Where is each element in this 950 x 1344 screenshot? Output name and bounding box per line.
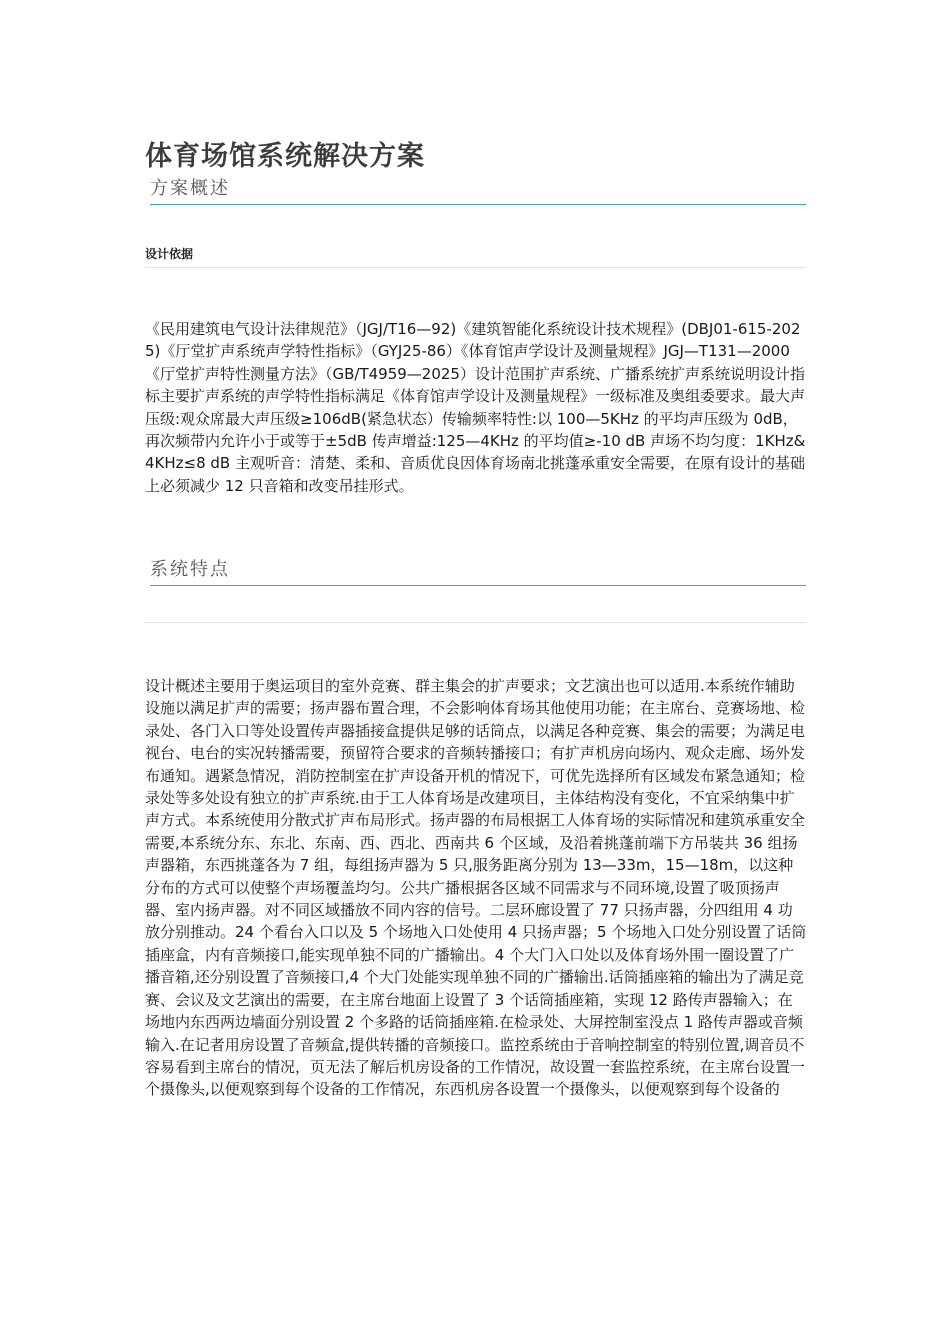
document-title: 体育场馆系统解决方案	[145, 141, 425, 172]
subheading-design-basis: 设计依据	[145, 245, 806, 268]
section-heading-features: 系统特点	[150, 555, 806, 586]
section-heading-overview: 方案概述	[150, 174, 806, 205]
section-divider	[145, 622, 806, 623]
paragraph-design-basis: 《民用建筑电气设计法律规范》（JGJ/T16—92)《建筑智能化系统设计技术规程》(DBJ01-615-2025)《厅堂扩声系统声学特性指标》（GYJ25-86）《体育馆声学设计及测量规程》JGJ—T131—2000《厅堂扩声特性测量方法》（GB/T4959—2025）设计范围扩声系统、广播系统扩声系统说明设计指标主要扩声系统的声学特性指标满足《体育馆声学设计及测量规程》一级标准及奥组委要求。最大声压级:观众席最大声压级≥106dB(紧急状态）传输频率特性:以 100—5KHz 的平均声压级为 0dB，再次频带内允许小于或等于±5dB 传声增益:125—4KHz 的平均值≥-10 dB 声场不均匀度：1KHz&4KHz≤8 dB 主观听音：清楚、柔和、音质优良因体育场南北挑蓬承重安全需要，在原有设计的基础上必须减少 12 只音箱和改变吊挂形式。	[145, 320, 806, 495]
paragraph-system-features: 设计概述主要用于奥运项目的室外竞赛、群主集会的扩声要求；文艺演出也可以适用.本系统作辅助设施以满足扩声的需要；扬声器布置合理，不会影响体育场其他使用功能；在主席台、竞赛场地、检录处、各门入口等处设置传声器插接盒提供足够的话筒点，以满足各种竞赛、集会的需要；为满足电视台、电台的实况转播需要，预留符合要求的音频转播接口；有扩声机房向场内、观众走廊、场外发布通知。遇紧急情况，消防控制室在扩声设备开机的情况下，可优先选择所有区域发布紧急通知；检录处等多处设有独立的扩声系统.由于工人体育场是改建项目，主体结构没有变化，不宜采纳集中扩声方式。本系统使用分散式扩声布局形式。扬声器的布局根据工人体育场的实际情况和建筑承重安全需要,本系统分东、东北、东南、西、西北、西南共 6 个区域，及沿着挑蓬前端下方吊装共 36 组扬声器箱，东西挑蓬各为 7 组，每组扬声器为 5 只,服务距离分别为 13—33m，15—18m，以这种分布的方式可以使整个声场覆盖均匀。公共广播根据各区域不同需求与不同环境,设置了吸顶扬声器、室内扬声器。对不同区域播放不同内容的信号。二层环廊设置了 77 只扬声器，分四组用 4 功放分别推动。24 个看台入口以及 5 个场地入口处使用 4 只扬声器；5 个场地入口处分别设置了话筒插座盒，内有音频接口,能实现单独不同的广播输出。4 个大门入口处以及体育场外围一圈设置了广播音箱,还分别设置了音频接口,4 个大门处能实现单独不同的广播输出.话筒插座箱的输出为了满足竞赛、会议及文艺演出的需要，在主席台地面上设置了 3 个话筒插座箱，实现 12 路传声器输入；在场地内东西两边墙面分别设置 2 个多路的话筒插座箱.在检录处、大屏控制室没点 1 路传声器或音频输入.在记者用房设置了音频盒,提供转播的音频接口。监控系统由于音响控制室的特别位置,调音员不容易看到主席台的情况，页无法了解后机房设备的工作情况，故设置一套监控系统，在主席台设置一个摄像头,以便观察到每个设备的工作情况，东西机房各设置一个摄像头，以便观察到每个设备的	[145, 677, 807, 1099]
